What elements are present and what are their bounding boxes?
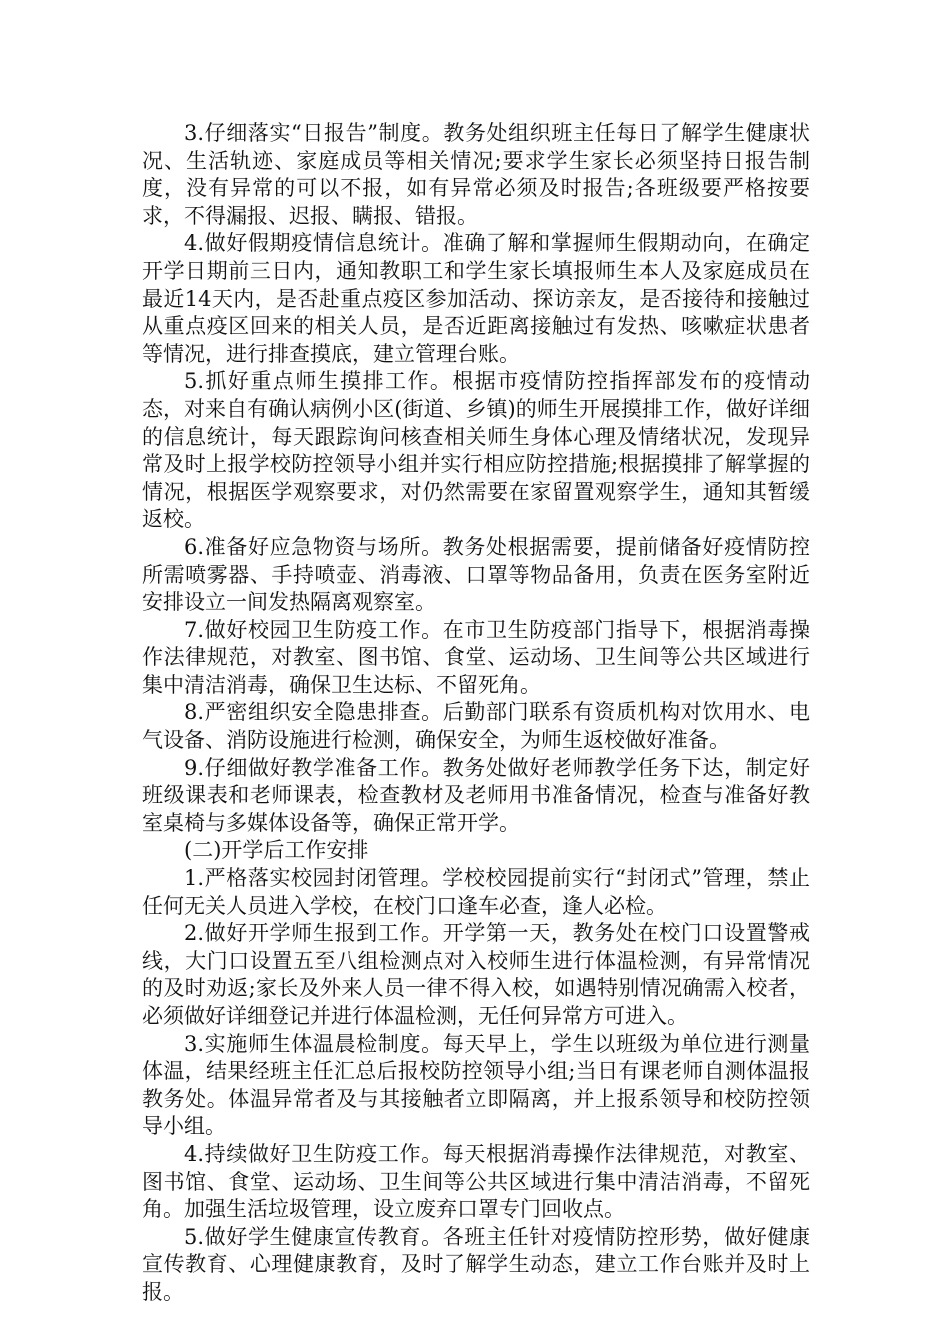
- paragraph-key-screening: 5.抓好重点师生摸排工作。根据市疫情防控指挥部发布的疫情动态，对来自有确认病例小区(街道、乡镇)的师生开展摸排工作，做好详细的信息统计，每天跟踪询问核查相关师生身体心理及情绪状况，发现异常及时上报学校防控领导小组并实行相应防控措施;根据摸排了解掌握的情况，根据医学观察要求，对仍然需要在家留置观察学生，通知其暂缓返校。: [142, 369, 810, 532]
- section-heading-after-opening: (二)开学后工作安排: [184, 838, 369, 863]
- paragraph-safety-inspection: 8.严密组织安全隐患排查。后勤部门联系有资质机构对饮用水、电气设备、消防设施进行检测，确保安全，为师生返校做好准备。: [142, 700, 810, 753]
- paragraph-ongoing-hygiene: 4.持续做好卫生防疫工作。每天根据消毒操作法律规范，对教室、图书馆、食堂、运动场、卫生间等公共区域进行集中清洁消毒，不留死角。加强生活垃圾管理，设立废弃口罩专门回收点。: [142, 1141, 810, 1222]
- paragraph-teaching-preparation: 9.仔细做好教学准备工作。教务处做好老师教学任务下达，制定好班级课表和老师课表，检查教材及老师用书准备情况，检查与准备好教室桌椅与多媒体设备等，确保正常开学。: [142, 755, 810, 835]
- paragraph-registration: 2.做好开学师生报到工作。开学第一天，教务处在校门口设置警戒线，大门口设置五至八组检测点对入校师生进行体温检测，有异常情况的及时劝返;家长及外来人员一律不得入校，如遇特别情况确需入校者，必须做好详细登记并进行体温检测，无任何异常方可进入。: [142, 921, 810, 1028]
- document-page: [142, 120, 810, 1307]
- paragraph-closed-management: 1.严格落实校园封闭管理。学校校园提前实行“封闭式”管理，禁止任何无关人员进入学校，在校门口逢车必查，逢人必检。: [142, 866, 810, 918]
- paragraph-morning-check: 3.实施师生体温晨检制度。每天早上，学生以班级为单位进行测量体温，结果经班主任汇总后报校防控领导小组;当日有课老师自测体温报教务处。体温异常者及与其接触者立即隔离，并上报系领导和校防控领导小组。: [142, 1031, 810, 1139]
- paragraph-daily-report: 3.仔细落实“日报告”制度。教务处组织班主任每日了解学生健康状况、生活轨迹、家庭成员等相关情况;要求学生家长必须坚持日报告制度，没有异常的可以不报，如有异常必须及时报告;各班级要严格按要求，不得漏报、迟报、瞒报、错报。: [142, 121, 810, 228]
- paragraph-campus-hygiene: 7.做好校园卫生防疫工作。在市卫生防疫部门指导下，根据消毒操作法律规范，对教室、图书馆、食堂、运动场、卫生间等公共区域进行集中清洁消毒，确保卫生达标、不留死角。: [142, 617, 810, 697]
- paragraph-holiday-statistics: 4.做好假期疫情信息统计。准确了解和掌握师生假期动向，在确定开学日期前三日内，通知教职工和学生家长填报师生本人及家庭成员在最近14天内，是否赴重点疫区参加活动、探访亲友，是否接待和接触过从重点疫区回来的相关人员，是否近距离接触过有发热、咳嗽症状患者等情况，进行排查摸底，建立管理台账。: [142, 231, 810, 366]
- paragraph-health-education: 5.做好学生健康宣传教育。各班主任针对疫情防控形势，做好健康宣传教育、心理健康教育，及时了解学生动态，建立工作台账并及时上报。: [142, 1224, 810, 1304]
- paragraph-emergency-supplies: 6.准备好应急物资与场所。教务处根据需要，提前储备好疫情防控所需喷雾器、手持喷壶、消毒液、口罩等物品备用，负责在医务室附近安排设立一间发热隔离观察室。: [142, 534, 810, 615]
